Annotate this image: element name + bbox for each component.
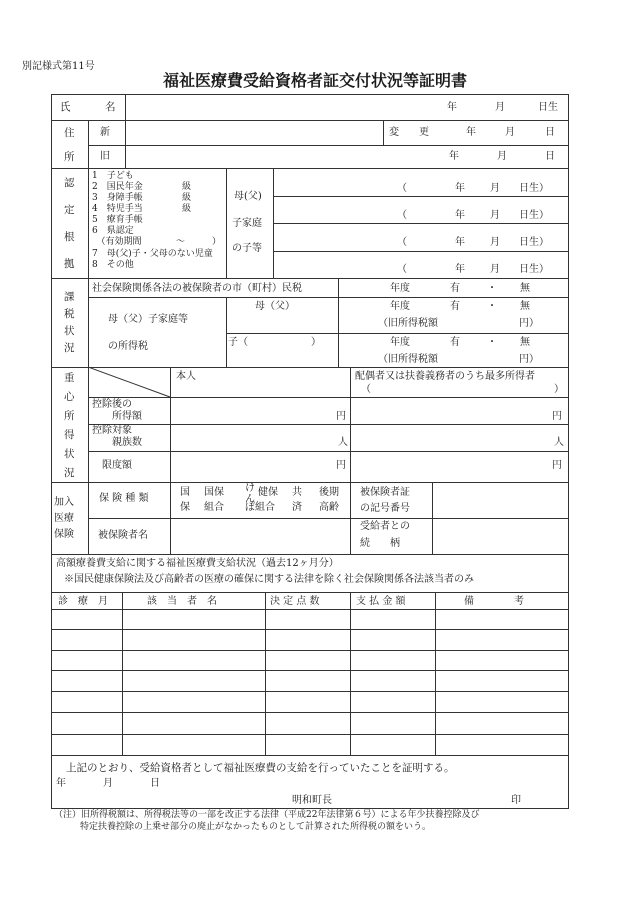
- cert-label-char: 認: [64, 177, 75, 189]
- limit-label: 限度額: [102, 460, 132, 471]
- cert-item: （有効期間: [92, 237, 142, 247]
- parent-label: 母(父): [234, 191, 262, 202]
- footnote-line: 特定扶養控除の上乗せ部分の廃止がなかったものとして計算された所得税の額をいう。: [80, 822, 432, 832]
- high-cost-title: 高額療養費支給に関する福祉医療費支給状況（過去12ヶ月分）: [56, 558, 339, 569]
- insurance-kind[interactable]: 後期: [319, 487, 339, 498]
- birth-year: 年: [455, 264, 465, 275]
- insurance-kind[interactable]: 高齢: [319, 502, 339, 513]
- divider: [350, 367, 351, 482]
- address-label-top: 住: [64, 127, 75, 139]
- table-row[interactable]: [51, 734, 568, 735]
- seal-mark: 印: [511, 795, 521, 806]
- divider: [125, 94, 126, 120]
- dependents-label: 親族数: [112, 437, 142, 448]
- divider: [435, 592, 436, 755]
- person-unit: 人: [554, 437, 564, 448]
- footnote-line: （注）旧所得税額は、所得税法等の一部を改正する法律（平成22年法律第６号）による年少扶養控除及び: [54, 810, 480, 820]
- table-row[interactable]: [51, 670, 568, 671]
- birth-day: 日生）: [519, 210, 549, 221]
- divider: [350, 592, 351, 755]
- table-row[interactable]: [51, 755, 568, 756]
- new-address-field[interactable]: [127, 122, 381, 143]
- divider: [88, 120, 89, 168]
- column-header: 該 当 者 名: [147, 596, 217, 607]
- income-label-char: 所: [64, 410, 75, 422]
- divider: [51, 120, 568, 121]
- divider: [51, 609, 568, 610]
- insurance-kind[interactable]: 保: [180, 502, 190, 513]
- birth-open: （: [397, 264, 407, 275]
- divider: [226, 168, 227, 278]
- divider: [273, 223, 568, 224]
- column-header: 備 考: [464, 596, 524, 607]
- dot: ・: [487, 301, 497, 312]
- insurance-kind[interactable]: 健保: [258, 487, 278, 498]
- birth-day: 日生）: [519, 264, 549, 275]
- divider: [51, 482, 568, 483]
- birth-month-label: 月: [495, 102, 505, 113]
- cert-label-char: 根: [64, 231, 75, 243]
- spouse-label: 配偶者又は扶養義務者のうち最多所得者: [355, 371, 535, 382]
- yen-unit: 円: [552, 411, 562, 422]
- cert-item: 7 母(父)子・父母のない児童: [92, 249, 213, 259]
- certify-day: 日: [150, 778, 160, 789]
- divider: [226, 333, 568, 334]
- mayor-label: 明和町長: [292, 795, 332, 806]
- period-tilde: ～: [176, 237, 186, 247]
- divider: [88, 518, 568, 519]
- birth-year-label: 年: [447, 102, 457, 113]
- divider: [383, 120, 384, 145]
- self-label: 本人: [176, 371, 196, 382]
- tax-header: 社会保険関係各法の被保険者の市（町村）民税: [92, 283, 302, 294]
- card-number-label: 被保険者証: [360, 487, 410, 498]
- tax-label-char: 税: [64, 308, 75, 320]
- divider: [350, 482, 351, 554]
- address-old-label: 旧: [100, 151, 110, 162]
- insured-name-label: 被保険者名: [98, 530, 148, 541]
- address-new-label: 新: [100, 127, 110, 138]
- income-tax-label: の所得税: [108, 341, 148, 352]
- fiscal-year: 年度: [390, 301, 410, 312]
- old-address-field[interactable]: [127, 147, 437, 166]
- insurance-kind[interactable]: 済: [292, 502, 302, 513]
- table-row[interactable]: [51, 712, 568, 713]
- change-day: 日: [545, 127, 555, 138]
- yen-close: 円）: [519, 318, 539, 329]
- after-deduction-label: 控除後の: [92, 399, 132, 410]
- birth-month: 月: [490, 210, 500, 221]
- cert-item: 2 国民年金: [92, 182, 143, 192]
- yen-unit: 円: [336, 411, 346, 422]
- child-label: の子等: [232, 243, 262, 254]
- yes-label: 有: [450, 337, 460, 348]
- family-income-label: 母（父）子家庭等: [108, 314, 188, 325]
- income-label-char: 重: [64, 372, 75, 384]
- cert-label-char: 拠: [64, 258, 75, 270]
- birth-open: （: [397, 237, 407, 248]
- old-address-month: 月: [497, 151, 507, 162]
- change-label: 変 更: [389, 127, 429, 138]
- insurance-kind[interactable]: ぽ組合: [245, 502, 275, 513]
- insurance-type-label: 保 険 種 類: [99, 493, 149, 504]
- certify-year: 年: [56, 778, 66, 789]
- tax-child: 子（: [228, 337, 248, 348]
- insurance-kind[interactable]: 国保: [204, 487, 224, 498]
- grade-label: 級: [182, 204, 192, 214]
- divider: [265, 592, 266, 755]
- form-number: 別記様式第11号: [22, 61, 95, 72]
- old-tax-label: （旧所得税額: [378, 354, 438, 365]
- divider: [51, 278, 568, 279]
- fiscal-year: 年度: [390, 283, 410, 294]
- yen-close: 円）: [519, 354, 539, 365]
- birth-open: （: [397, 210, 407, 221]
- name-label-left: 氏: [60, 101, 71, 113]
- spouse-paren-open: （: [361, 384, 371, 395]
- dot: ・: [487, 283, 497, 294]
- high-cost-note: ※国民健康保険法及び高齢者の医療の確保に関する法律を除く社会保険関係各法該当者のみ: [64, 574, 474, 585]
- old-address-day: 日: [545, 151, 555, 162]
- cert-item: 1 子ども: [92, 171, 134, 181]
- insurance-kind[interactable]: 国: [180, 487, 190, 498]
- divider: [88, 424, 568, 425]
- relation-field[interactable]: [434, 520, 566, 552]
- name-field[interactable]: [127, 96, 417, 118]
- insurance-label: 医療: [54, 513, 74, 524]
- table-row[interactable]: [51, 650, 568, 651]
- family-label: 子家庭: [232, 218, 262, 229]
- divider: [273, 251, 568, 252]
- tax-label-char: 課: [64, 291, 75, 303]
- birth-month: 月: [490, 237, 500, 248]
- divider: [338, 278, 339, 367]
- grade-label: 級: [182, 182, 192, 192]
- insurance-kind[interactable]: 共: [292, 487, 302, 498]
- table-row[interactable]: [51, 691, 568, 692]
- relation-label: 続 柄: [360, 538, 400, 549]
- divider: [88, 482, 89, 554]
- divider: [51, 592, 568, 593]
- page-title: 福祉医療費受給資格者証交付状況等証明書: [162, 71, 467, 90]
- cert-item: 6 県認定: [92, 226, 134, 236]
- yes-label: 有: [450, 301, 460, 312]
- insurance-label: 加入: [54, 497, 74, 508]
- insurance-kind[interactable]: 組合: [204, 502, 224, 513]
- card-number-field[interactable]: [434, 484, 566, 516]
- divider: [88, 278, 89, 367]
- column-header: 診 療 月: [58, 596, 108, 607]
- divider: [122, 592, 123, 755]
- old-tax-label: （旧所得税額: [378, 318, 438, 329]
- divider: [432, 482, 433, 554]
- cert-item: 8 その他: [92, 260, 134, 270]
- change-year: 年: [466, 127, 476, 138]
- no-label: 無: [520, 337, 530, 348]
- cert-item: 4 特児手当: [92, 204, 143, 214]
- birth-day-label: 日生: [538, 102, 558, 113]
- divider: [88, 297, 568, 298]
- income-label-char: 得: [64, 429, 75, 441]
- income-label-char: 況: [64, 467, 75, 479]
- birth-month: 月: [490, 183, 500, 194]
- cert-item: 5 療育手帳: [92, 215, 143, 225]
- yen-unit: 円: [552, 460, 562, 471]
- insurance-kind[interactable]: け: [245, 483, 255, 494]
- divider: [170, 482, 171, 554]
- birth-year: 年: [455, 183, 465, 194]
- column-header: 決 定 点 数: [270, 596, 320, 607]
- tax-parent: 母（父）: [255, 301, 295, 312]
- income-label-char: 状: [64, 448, 75, 460]
- birth-year: 年: [455, 210, 465, 221]
- old-address-year: 年: [449, 151, 459, 162]
- cert-item: 3 身障手帳: [92, 193, 143, 203]
- divider: [88, 168, 89, 278]
- yen-unit: 円: [336, 460, 346, 471]
- period-close: ）: [212, 237, 222, 247]
- birth-open: （: [397, 183, 407, 194]
- no-label: 無: [520, 301, 530, 312]
- yes-label: 有: [450, 283, 460, 294]
- table-row[interactable]: [51, 629, 568, 630]
- certify-statement: 上記のとおり、受給資格者として福祉医療費の支給を行っていたことを証明する。: [66, 762, 455, 774]
- insurance-kind[interactable]: ん: [245, 494, 255, 505]
- divider: [226, 297, 227, 367]
- tax-label-char: 状: [64, 325, 75, 337]
- divider: [88, 451, 568, 452]
- after-deduction-label: 所得額: [112, 411, 142, 422]
- birth-day: 日生）: [519, 183, 549, 194]
- name-label-right: 名: [105, 101, 116, 113]
- dot: ・: [487, 337, 497, 348]
- fiscal-year: 年度: [390, 337, 410, 348]
- cert-label-char: 定: [64, 204, 75, 216]
- divider: [273, 196, 568, 197]
- spouse-paren-close: ）: [554, 384, 564, 395]
- relation-label: 受給者との: [360, 521, 410, 532]
- change-month: 月: [505, 127, 515, 138]
- income-label-char: 心: [64, 391, 75, 403]
- diagonal-line: [88, 367, 171, 398]
- certify-month: 月: [103, 778, 113, 789]
- divider: [51, 554, 568, 555]
- person-unit: 人: [338, 437, 348, 448]
- divider: [51, 168, 568, 169]
- no-label: 無: [520, 283, 530, 294]
- card-number-label: の記号番号: [360, 503, 410, 514]
- dependents-label: 控除対象: [92, 425, 132, 436]
- birth-year: 年: [455, 237, 465, 248]
- tax-child-close: ）: [311, 337, 321, 348]
- divider: [125, 120, 126, 168]
- grade-label: 級: [182, 193, 192, 203]
- insurance-label: 保険: [54, 529, 74, 540]
- insured-name-field[interactable]: [172, 520, 348, 552]
- address-label-bottom: 所: [64, 151, 75, 163]
- birth-month: 月: [490, 264, 500, 275]
- birth-day: 日生）: [519, 237, 549, 248]
- divider: [88, 145, 568, 146]
- column-header: 支 払 金 額: [356, 596, 406, 607]
- tax-label-char: 況: [64, 342, 75, 354]
